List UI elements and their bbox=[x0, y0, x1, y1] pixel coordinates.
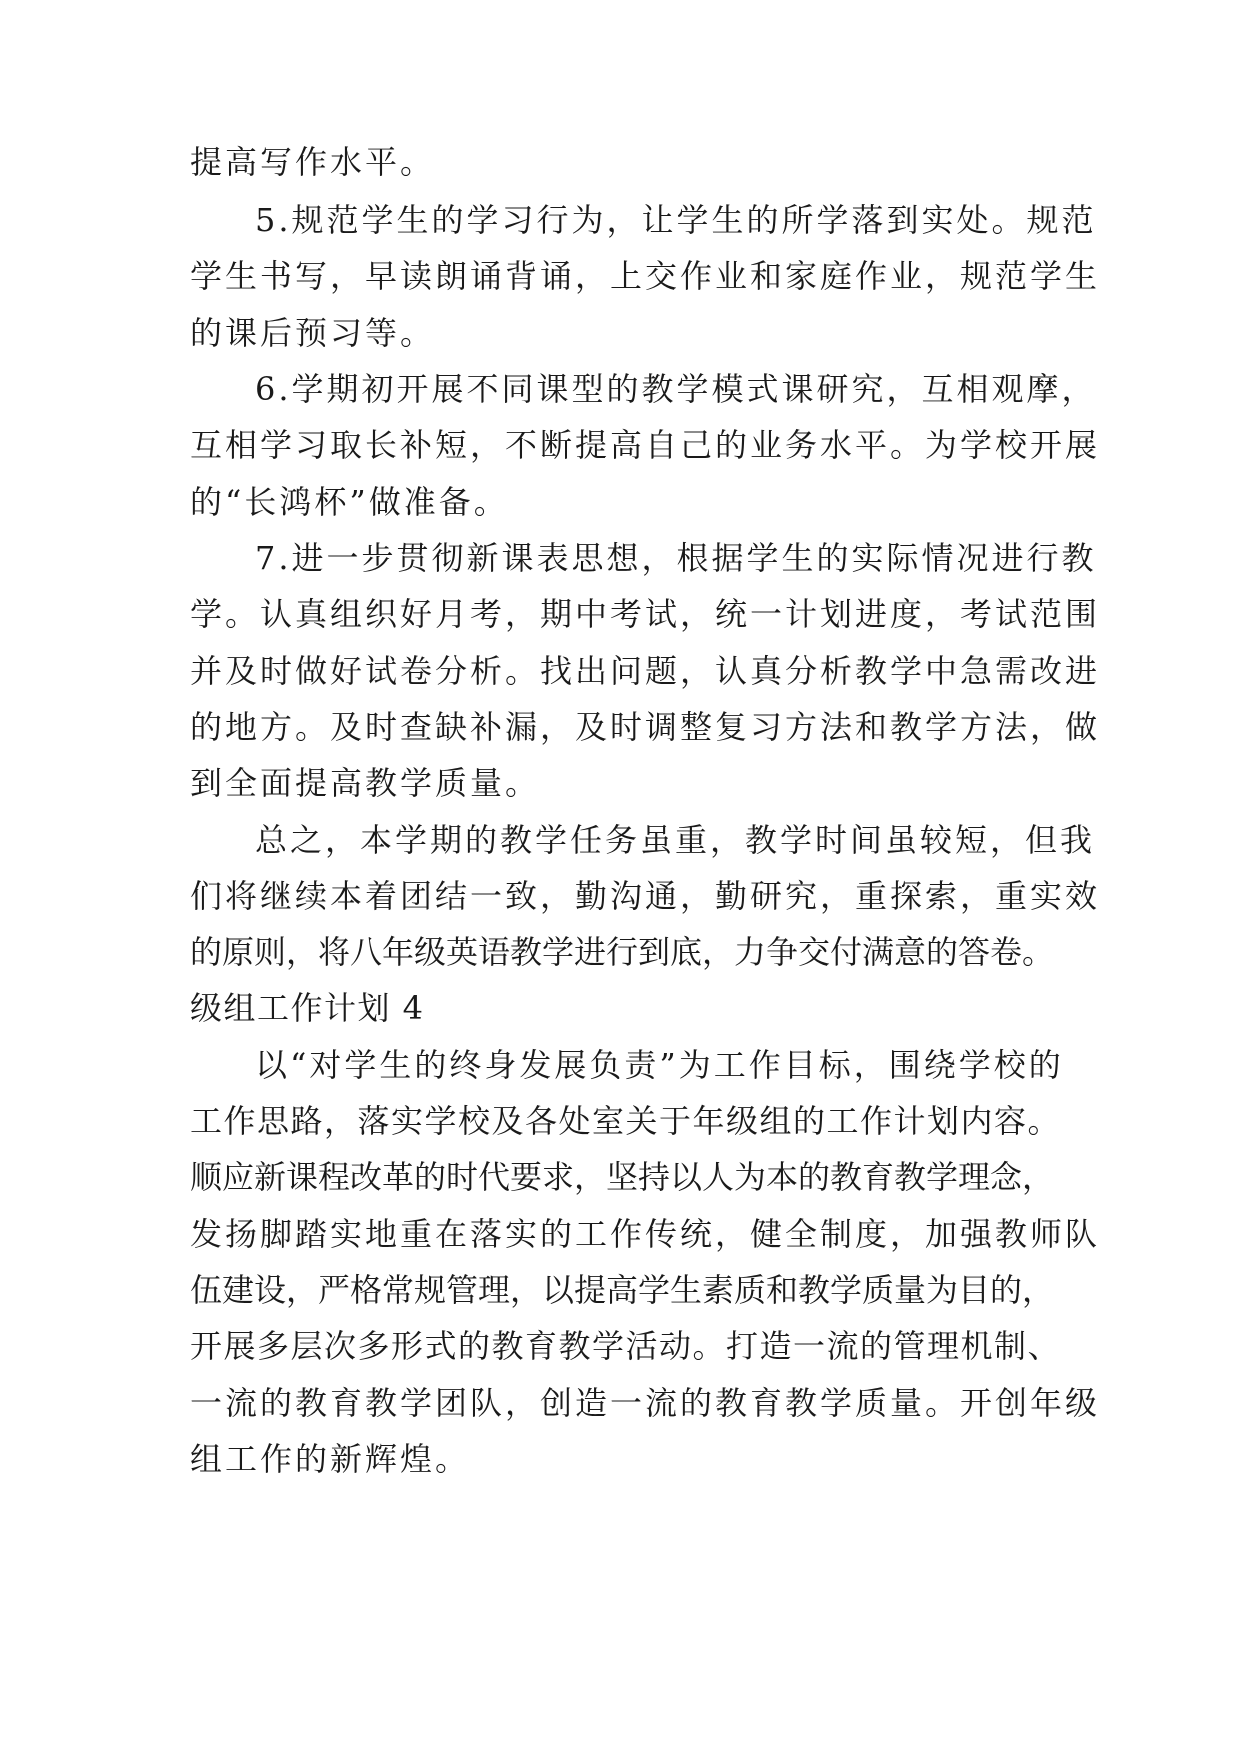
text-line: 7.进一步贯彻新课表思想，根据学生的实际情况进行教 bbox=[255, 539, 1097, 577]
text-line: 互相学习取长补短，不断提高自己的业务水平。为学校开展 bbox=[190, 426, 1101, 464]
text-line: 5.规范学生的学习行为，让学生的所学落到实处。规范 bbox=[255, 201, 1097, 239]
text-line: 学。认真组织好月考，期中考试，统一计划进度，考试范围 bbox=[190, 595, 1101, 633]
text-line: 伍建设，严格常规管理，以提高学生素质和教学质量为目的， bbox=[190, 1271, 1055, 1309]
text-line: 发扬脚踏实地重在落实的工作传统，健全制度，加强教师队 bbox=[190, 1215, 1101, 1253]
text-line: 顺应新课程改革的时代要求，坚持以人为本的教育教学理念， bbox=[190, 1158, 1055, 1196]
text-line: 提高写作水平。 bbox=[190, 143, 436, 181]
text-line: 到全面提高教学质量。 bbox=[190, 764, 541, 802]
text-line: 学生书写，早读朗诵背诵，上交作业和家庭作业，规范学生 bbox=[190, 257, 1101, 295]
text-line: 6.学期初开展不同课型的教学模式课研究，互相观摩， bbox=[255, 370, 1097, 408]
text-line: 的地方。及时查缺补漏，及时调整复习方法和教学方法，做 bbox=[190, 708, 1101, 746]
text-line: 组工作的新辉煌。 bbox=[190, 1440, 471, 1478]
text-line: 们将继续本着团结一致，勤沟通，勤研究，重探索，重实效 bbox=[190, 877, 1101, 915]
section-heading: 级组工作计划 4 bbox=[190, 989, 425, 1027]
text-line: 工作思路，落实学校及各处室关于年级组的工作计划内容。 bbox=[190, 1102, 1062, 1140]
text-line: 的“长鸿杯”做准备。 bbox=[190, 483, 509, 521]
text-line: 一流的教育教学团队，创造一流的教育教学质量。开创年级 bbox=[190, 1384, 1101, 1422]
text-line: 并及时做好试卷分析。找出问题，认真分析教学中急需改进 bbox=[190, 652, 1101, 690]
text-line: 的课后预习等。 bbox=[190, 314, 436, 352]
text-line: 总之，本学期的教学任务虽重，教学时间虽较短，但我 bbox=[255, 821, 1096, 859]
text-line: 以“对学生的终身发展负责”为工作目标，围绕学校的 bbox=[255, 1046, 1064, 1084]
text-line: 的原则，将八年级英语教学进行到底，力争交付满意的答卷。 bbox=[190, 933, 1055, 971]
text-line: 开展多层次多形式的教育教学活动。打造一流的管理机制、 bbox=[190, 1327, 1062, 1365]
